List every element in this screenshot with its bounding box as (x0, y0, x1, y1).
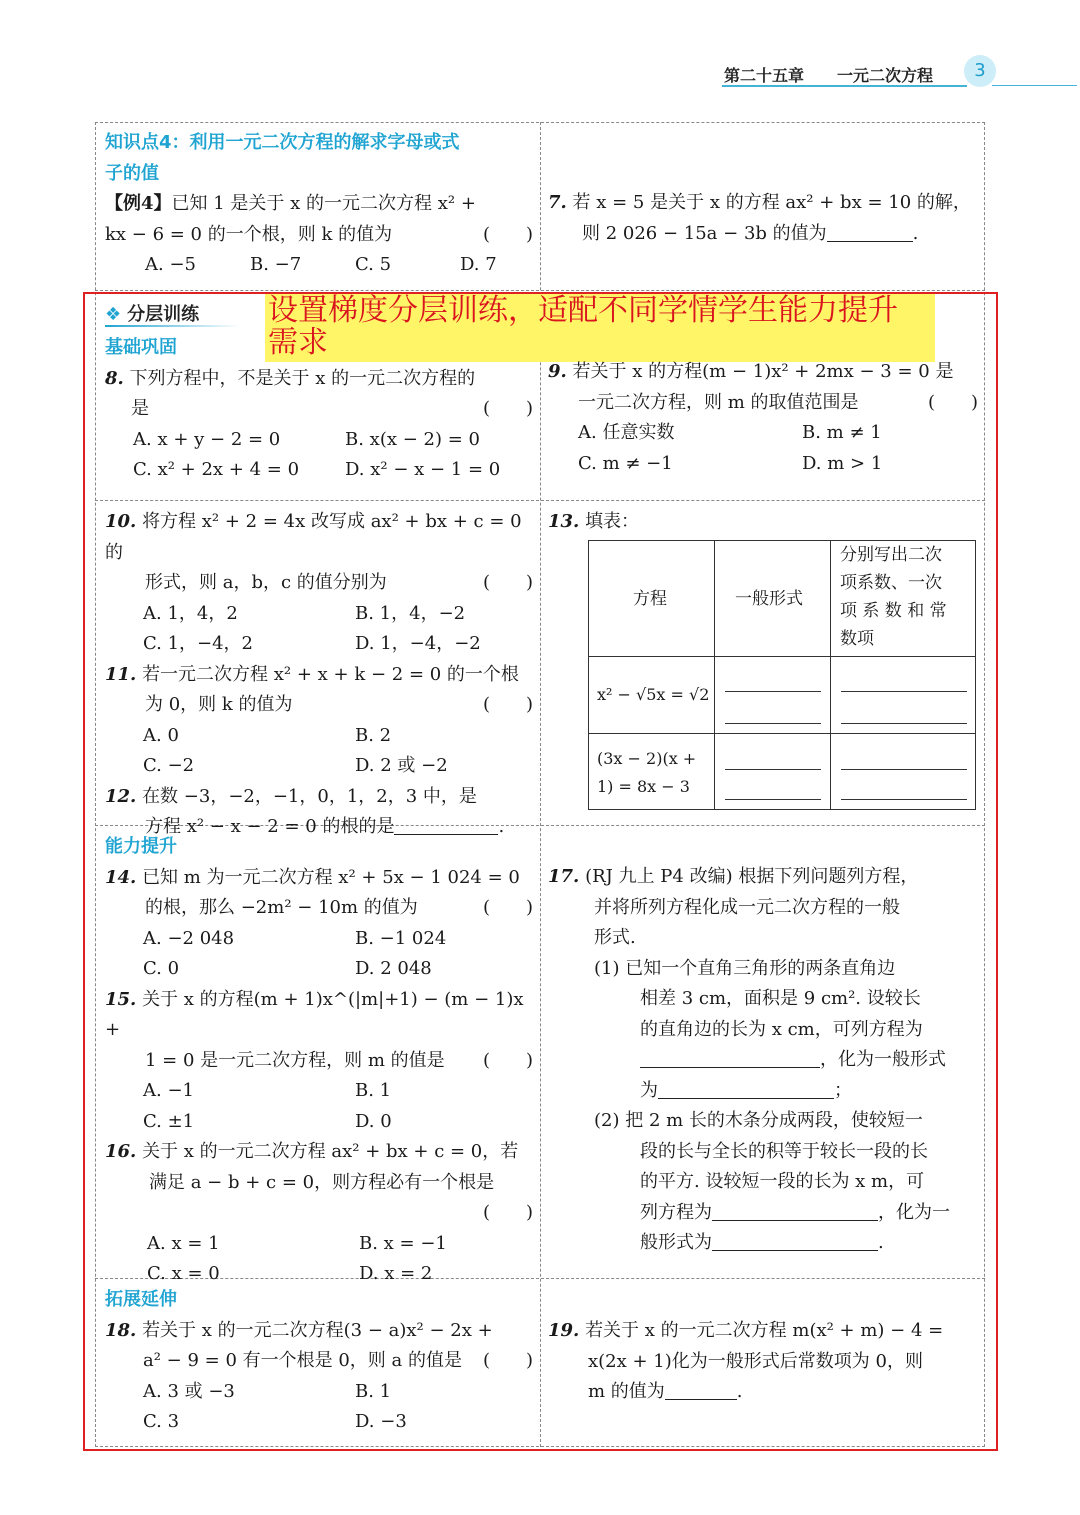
header-line: 项 系 数 和 常 (840, 601, 947, 621)
question-text: 方程 x² − x − 2 = 0 的根的是 (145, 816, 395, 837)
question-text: 般形式为 (640, 1232, 712, 1253)
answer-blank[interactable] (658, 1077, 834, 1099)
question-number: 19. (548, 1320, 580, 1341)
option: C. x² + 2x + 4 = 0 (133, 459, 300, 480)
answer-blank[interactable] (841, 723, 967, 724)
header-line: 分别写出二次 (840, 545, 942, 565)
table-row-line (589, 733, 975, 734)
annotation-line: 需求 (268, 325, 328, 360)
question-7 (548, 188, 978, 249)
option: D. 1，−4，−2 (355, 633, 481, 654)
question-text: a² − 9 = 0 有一个根是 0，则 a 的值是 (143, 1350, 462, 1371)
example-tag: 【例4】 (105, 193, 172, 214)
table-row-equation: (3x − 2)(x + (597, 749, 697, 768)
question-number: 17. (548, 866, 580, 887)
answer-paren: ( ) (482, 572, 533, 593)
question-text: 一元二次方程，则 m 的取值范围是 (578, 391, 859, 413)
option: C. m ≠ −1 (578, 452, 673, 474)
option: B. m ≠ 1 (802, 422, 882, 443)
question-number: 18. (105, 1319, 137, 1341)
table-row-equation: x² − √5x = √2 (597, 685, 710, 704)
table-header-equation: 方程 (633, 589, 667, 609)
answer-paren: ( ) (482, 1202, 533, 1223)
question-19 (548, 1316, 978, 1408)
option: A. 1，4，2 (143, 602, 238, 624)
answer-blank[interactable] (841, 691, 967, 692)
extend-block (105, 1285, 533, 1438)
question-text: ，化为一 (878, 1201, 950, 1223)
answer-blank[interactable] (725, 799, 821, 800)
answer-blank[interactable] (712, 1199, 878, 1221)
option: D. 0 (355, 1110, 392, 1132)
fill-table (588, 540, 976, 810)
header-line: 数项 (840, 629, 874, 649)
answer-blank[interactable] (712, 1229, 878, 1251)
question-text: 的平方. 设较短一段的长为 x m，可 (640, 1171, 925, 1192)
example-line (105, 220, 533, 251)
answer-paren: ( ) (482, 1350, 533, 1371)
example-line (105, 189, 533, 220)
question-text: 满足 a − b + c = 0，则方程必有一个根是 (149, 1171, 495, 1193)
question-text: ，化为一般形式 (820, 1049, 946, 1070)
question-number: 9. (548, 361, 567, 382)
section-underline (105, 325, 240, 327)
chapter-label: 第二十五章 (724, 66, 805, 85)
question-number: 11. (105, 663, 137, 685)
header-rule (722, 85, 967, 87)
question-number: 10. (105, 511, 137, 532)
question-text: 已知 m 为一元二次方程 x² + 5x − 1 024 = 0 (142, 866, 520, 888)
punct: . (912, 222, 919, 244)
question-text: 若关于 x 的一元二次方程(3 − a)x² − 2x + (142, 1319, 493, 1341)
page-number: 3 (964, 55, 996, 87)
option: A. 3 或 −3 (143, 1380, 235, 1402)
question-text: (2) 把 2 m 长的木条分成两段，使较短一 (594, 1110, 923, 1131)
section-title (105, 300, 199, 326)
question-text: 若关于 x 的方程(m − 1)x² + 2mx − 3 = 0 是 (572, 361, 954, 382)
subsection-title: 基础巩固 (105, 337, 177, 358)
option: C. 1，−4，2 (143, 633, 254, 654)
punct: ； (834, 1079, 852, 1101)
option: B. 1 (355, 1080, 392, 1101)
question-text: m 的值为 (588, 1381, 665, 1402)
answer-paren: ( ) (482, 398, 533, 419)
chapter-title: 一元二次方程 (837, 66, 934, 85)
option: D. 2 048 (355, 958, 432, 979)
answer-blank[interactable] (841, 769, 967, 770)
answer-paren: ( ) (482, 897, 533, 918)
question-text: 是 (131, 398, 149, 419)
answer-blank[interactable] (725, 723, 821, 724)
punct: . (736, 1381, 743, 1402)
question-text: 的直角边的长为 x cm，可列方程为 (640, 1018, 923, 1040)
table-row-line (589, 656, 975, 657)
table-header-coefficients (840, 541, 972, 653)
question-text: (RJ 九上 P4 改编) 根据下列问题列方程， (585, 866, 919, 887)
header-rule-right (992, 85, 1077, 86)
options-row (105, 250, 533, 281)
question-text: 若 x = 5 是关于 x 的方程 ax² + bx = 10 的解， (572, 192, 971, 213)
option: B. x(x − 2) = 0 (345, 428, 480, 450)
row-divider (95, 290, 985, 291)
option: A. 0 (143, 724, 179, 746)
option: D. x² − x − 1 = 0 (345, 459, 501, 480)
header-line: 项系数、一次 (840, 573, 942, 593)
option: A. −2 048 (143, 927, 235, 949)
question-text: 形式，则 a，b，c 的值分别为 (145, 572, 387, 593)
option: C. 3 (143, 1411, 180, 1432)
option: A. −1 (143, 1080, 194, 1101)
question-text: 1 = 0 是一元二次方程，则 m 的值是 (145, 1049, 445, 1071)
question-text: 关于 x 的方程(m + 1)x^(|m|+1) − (m − 1)x + (105, 988, 524, 1040)
question-text: 相差 3 cm，面积是 9 cm². 设较长 (640, 988, 921, 1009)
question-17 (548, 862, 978, 1259)
question-number: 7. (548, 192, 567, 213)
annotation-line: 设置梯度分层训练，适配不同学情学生能力提升 (268, 293, 898, 328)
question-text: 下列方程中，不是关于 x 的一元二次方程的 (129, 367, 476, 389)
section-title-text: 分层训练 (127, 304, 200, 325)
ability-block (105, 832, 533, 1290)
option: D. m > 1 (802, 452, 883, 474)
questions-10-12 (105, 507, 533, 843)
diamond-icon: ❖ (105, 304, 122, 325)
answer-blank[interactable] (665, 1378, 737, 1400)
question-13 (548, 507, 978, 538)
question-text: 若一元二次方程 x² + x + k − 2 = 0 的一个根 (142, 663, 519, 685)
question-number: 12. (105, 785, 137, 807)
option: C. x = 0 (147, 1263, 220, 1284)
question-text: 关于 x 的一元二次方程 ax² + bx + c = 0，若 (142, 1141, 519, 1162)
example-text: 已知 1 是关于 x 的一元二次方程 x² + (171, 193, 476, 214)
question-text: 列方程为 (640, 1201, 712, 1223)
question-9 (548, 357, 978, 479)
option: C. 5 (355, 254, 392, 275)
option: D. 2 或 −2 (355, 755, 448, 776)
table-col-line (714, 541, 715, 809)
table-col-line (830, 541, 831, 809)
question-text: 的根，那么 −2m² − 10m 的值为 (145, 897, 418, 918)
table-header-general-form: 一般形式 (735, 589, 803, 609)
question-number: 8. (105, 367, 124, 389)
question-text: 填表： (585, 511, 640, 532)
page-header (722, 55, 1077, 89)
punct: . (878, 1232, 884, 1253)
option: A. x = 1 (147, 1232, 220, 1254)
answer-blank[interactable] (725, 691, 821, 692)
question-text: 为 (640, 1079, 658, 1101)
answer-blank[interactable] (725, 769, 821, 770)
table-row-equation: 1) = 8x − 3 (597, 777, 690, 796)
question-number: 13. (548, 511, 580, 532)
knowledge-point-block (105, 128, 533, 281)
question-text: 在数 −3，−2，−1，0，1，2，3 中，是 (142, 785, 477, 807)
question-text: 段的长与全长的积等于较长一段的长 (640, 1140, 928, 1162)
knowledge-title-cont: 子的值 (105, 162, 159, 184)
question-text: 为 0，则 k 的值为 (145, 694, 293, 715)
option: C. −2 (143, 755, 195, 776)
option: D. −3 (355, 1411, 407, 1432)
question-text: 形式. (594, 927, 636, 948)
option: D. 7 (460, 254, 497, 275)
knowledge-title: 知识点4：利用一元二次方程的解求字母或式 (105, 132, 460, 153)
option: A. x + y − 2 = 0 (133, 428, 281, 450)
option: B. 2 (355, 724, 392, 746)
question-number: 16. (105, 1141, 137, 1162)
option: A. 任意实数 (578, 422, 675, 443)
option: B. x = −1 (359, 1232, 447, 1254)
question-text: 则 2 026 − 15a − 3b 的值为 (582, 222, 827, 244)
answer-blank[interactable] (827, 220, 913, 242)
option: C. 0 (143, 958, 180, 979)
answer-paren: ( ) (482, 223, 533, 245)
option: B. −7 (250, 254, 302, 275)
option: D. x = 2 (359, 1263, 433, 1284)
question-text: 若关于 x 的一元二次方程 m(x² + m) − 4 = (585, 1320, 944, 1341)
question-number: 15. (105, 988, 137, 1010)
basic-block (105, 333, 533, 486)
question-text: x(2x + 1)化为一般形式后常数项为 0，则 (588, 1350, 923, 1372)
option: A. −5 (145, 254, 196, 275)
subsection-title: 能力提升 (105, 836, 177, 857)
answer-paren: ( ) (927, 391, 978, 413)
question-text: 将方程 x² + 2 = 4x 改写成 ax² + bx + c = 0 的 (105, 511, 522, 563)
punct: . (498, 816, 505, 837)
answer-blank[interactable] (640, 1046, 820, 1068)
answer-paren: ( ) (482, 694, 533, 715)
option: B. 1，4，−2 (355, 602, 466, 624)
option: C. ±1 (143, 1110, 195, 1132)
answer-paren: ( ) (482, 1049, 533, 1071)
option: B. −1 024 (355, 927, 447, 949)
question-text: 并将所列方程化成一元二次方程的一般 (594, 896, 900, 918)
option: B. 1 (355, 1380, 392, 1402)
question-number: 14. (105, 866, 137, 888)
answer-blank[interactable] (841, 799, 967, 800)
question-text: (1) 已知一个直角三角形的两条直角边 (594, 957, 896, 979)
example-text: kx − 6 = 0 的一个根，则 k 的值为 (105, 223, 393, 245)
subsection-title: 拓展延伸 (105, 1289, 177, 1310)
